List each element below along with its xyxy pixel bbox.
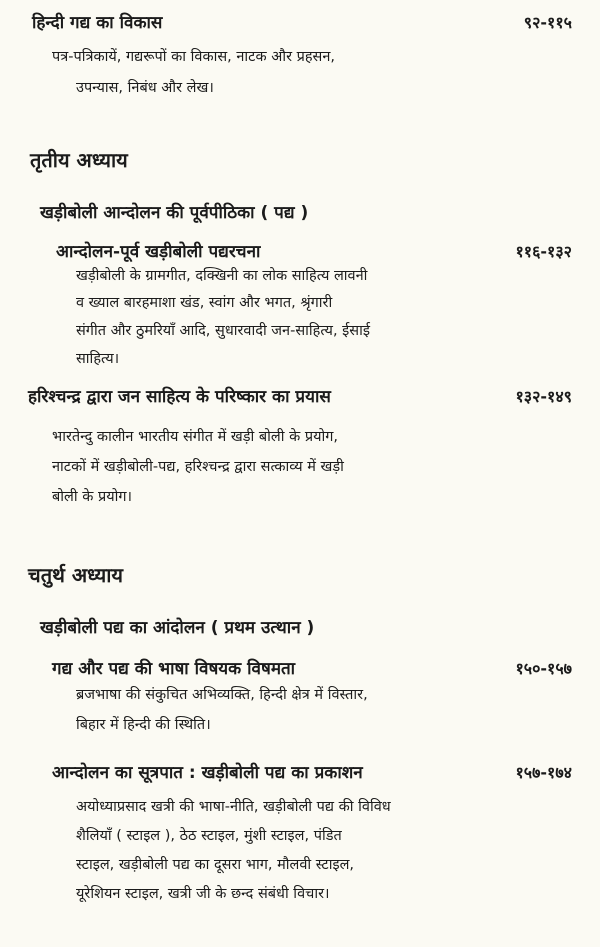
section-title: आन्दोलन-पूर्व खड़ीबोली पद्यरचना	[56, 242, 261, 262]
section-text-line: बोली के प्रयोग।	[52, 489, 133, 505]
section-title: हरिश्चन्द्र द्वारा जन साहित्य के परिष्कार का प्रयास	[28, 387, 331, 407]
section-text-line: पत्र-पत्रिकायें, गद्यरूपों का विकास, नाटक और प्रहसन,	[52, 49, 336, 65]
chapter-heading: चतुर्थ अध्याय	[28, 563, 124, 587]
section-text-line: खड़ीबोली के ग्रामगीत, दक्खिनी का लोक साहित्य लावनी	[76, 268, 368, 284]
section-text-line: व ख्याल बारहमाशा खंड, स्वांग और भगत, श्रृंगारी	[76, 295, 333, 311]
section-text-line: ब्रजभाषा की संकुचित अभिव्यक्ति, हिन्दी क्षेत्र में विस्तार,	[76, 687, 368, 703]
section-text-line: भारतेन्दु कालीन भारतीय संगीत में खड़ी बोली के प्रयोग,	[52, 429, 339, 445]
subheading: खड़ीबोली पद्य का आंदोलन ( प्रथम उत्थान )	[40, 618, 315, 638]
page-range: १५७-१७४	[515, 763, 572, 782]
section-text-line: स्टाइल, खड़ीबोली पद्य का दूसरा भाग, मौलवी स्टाइल,	[76, 857, 355, 873]
section-text-line: अयोध्याप्रसाद खत्री की भाषा-नीति, खड़ीबोली पद्य की विविध	[76, 799, 391, 815]
page-range: १३२-१४९	[515, 387, 572, 406]
page-range: ११६-१३२	[515, 242, 572, 261]
section-text-line: नाटकों में खड़ीबोली-पद्य, हरिश्चन्द्र द्वारा सत्काव्य में खड़ी	[52, 459, 344, 475]
section-title: हिन्दी गद्य का विकास	[32, 13, 163, 33]
section-text-line: यूरेशियन स्टाइल, खत्री जी के छन्द संबंधी विचार।	[76, 886, 330, 902]
section-text-line: साहित्य।	[76, 351, 120, 367]
section-text-line: शैलियाँ ( स्टाइल ), ठेठ स्टाइल, मुंशी स्टाइल, पंडित	[76, 828, 342, 844]
section-title: गद्य और पद्य की भाषा विषयक विषमता	[52, 659, 296, 679]
subheading: खड़ीबोली आन्दोलन की पूर्वपीठिका ( पद्य )	[40, 203, 309, 223]
section-text-line: बिहार में हिन्दी की स्थिति।	[76, 717, 211, 733]
page-range: ९२-११५	[523, 13, 572, 32]
section-text-line: उपन्यास, निबंध और लेख।	[76, 80, 214, 96]
chapter-heading: तृतीय अध्याय	[30, 148, 128, 172]
section-text-line: संगीत और ठुमरियाँ आदि, सुधारवादी जन-साहित्य, ईसाई	[76, 323, 370, 339]
page-range: १५०-१५७	[515, 659, 572, 678]
section-title: आन्दोलन का सूत्रपात : खड़ीबोली पद्य का प्रकाशन	[52, 763, 363, 783]
